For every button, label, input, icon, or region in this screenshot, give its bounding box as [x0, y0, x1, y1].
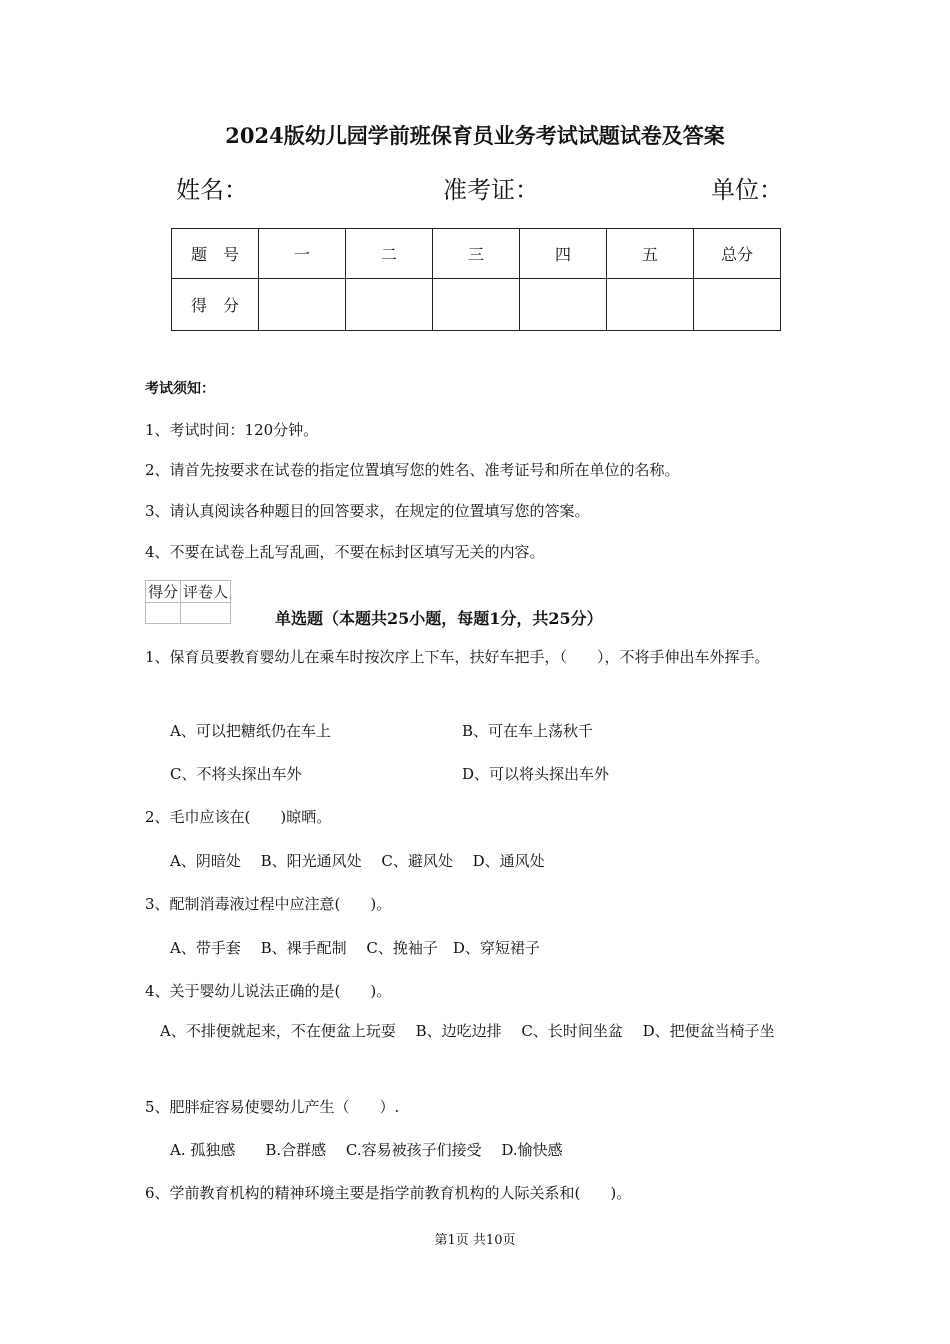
q1-option-d: D、可以将头探出车外: [462, 765, 610, 783]
grader-score-label: 得分: [146, 581, 181, 603]
note-item-2: 2、请首先按要求在试卷的指定位置填写您的姓名、准考证号和所在单位的名称。: [145, 461, 680, 479]
score-header-5: 五: [607, 229, 694, 279]
grader-score-cell[interactable]: [146, 603, 181, 624]
q5-options: A. 孤独感 B.合群感 C.容易被孩子们接受 D.愉快感: [170, 1141, 563, 1159]
score-cell-2[interactable]: [346, 279, 433, 331]
unit-label: 单位：: [711, 176, 783, 204]
name-label: 姓名：: [176, 176, 248, 204]
q5-stem: 5、肥胖症容易使婴幼儿产生（ ）.: [145, 1098, 400, 1116]
score-cell-total[interactable]: [694, 279, 781, 331]
q3-stem: 3、配制消毒液过程中应注意( )。: [145, 895, 392, 913]
score-header-2: 二: [346, 229, 433, 279]
q2-stem: 2、毛巾应该在( )晾晒。: [145, 808, 332, 826]
section-heading: 单选题（本题共25小题，每题1分，共25分）: [275, 609, 603, 628]
score-header-total: 总分: [694, 229, 781, 279]
q2-options: A、阴暗处 B、阳光通风处 C、避风处 D、通风处: [170, 852, 545, 870]
q6-stem: 6、学前教育机构的精神环境主要是指学前教育机构的人际关系和( )。: [145, 1184, 632, 1202]
grader-reviewer-label: 评卷人: [181, 581, 231, 603]
score-header-1: 一: [259, 229, 346, 279]
grader-reviewer-cell[interactable]: [181, 603, 231, 624]
score-header-4: 四: [520, 229, 607, 279]
q1-stem: 1、保育员要教育婴幼儿在乘车时按次序上下车，扶好车把手，（ ），不将手伸出车外挥手。: [145, 648, 770, 666]
page-title: 2024版幼儿园学前班保育员业务考试试题试卷及答案: [225, 123, 725, 148]
exam-id-label: 准考证：: [443, 176, 539, 204]
q3-options: A、带手套 B、裸手配制 C、挽袖子 D、穿短裙子: [170, 939, 540, 957]
q1-option-c: C、不将头探出车外: [170, 765, 302, 783]
score-cell-1[interactable]: [259, 279, 346, 331]
score-header-label: 题 号: [172, 229, 259, 279]
q1-option-a: A、可以把糖纸仍在车上: [170, 722, 331, 740]
score-cell-3[interactable]: [433, 279, 520, 331]
score-cell-5[interactable]: [607, 279, 694, 331]
score-table: [171, 228, 781, 331]
notes-heading: 考试须知：: [145, 381, 215, 397]
score-header-3: 三: [433, 229, 520, 279]
note-item-4: 4、不要在试卷上乱写乱画，不要在标封区填写无关的内容。: [145, 543, 545, 561]
q4-options: A、不排便就起来，不在便盆上玩耍 B、边吃边排 C、长时间坐盆 D、把便盆当椅子坐: [145, 1022, 775, 1040]
q4-stem: 4、关于婴幼儿说法正确的是( )。: [145, 982, 392, 1000]
note-item-1: 1、考试时间：120分钟。: [145, 421, 319, 439]
page-footer: 第1页 共10页: [434, 1233, 516, 1248]
grader-box: [145, 580, 231, 624]
score-row-label: 得 分: [172, 279, 259, 331]
score-cell-4[interactable]: [520, 279, 607, 331]
q1-option-b: B、可在车上荡秋千: [462, 722, 594, 740]
note-item-3: 3、请认真阅读各种题目的回答要求，在规定的位置填写您的答案。: [145, 502, 590, 520]
